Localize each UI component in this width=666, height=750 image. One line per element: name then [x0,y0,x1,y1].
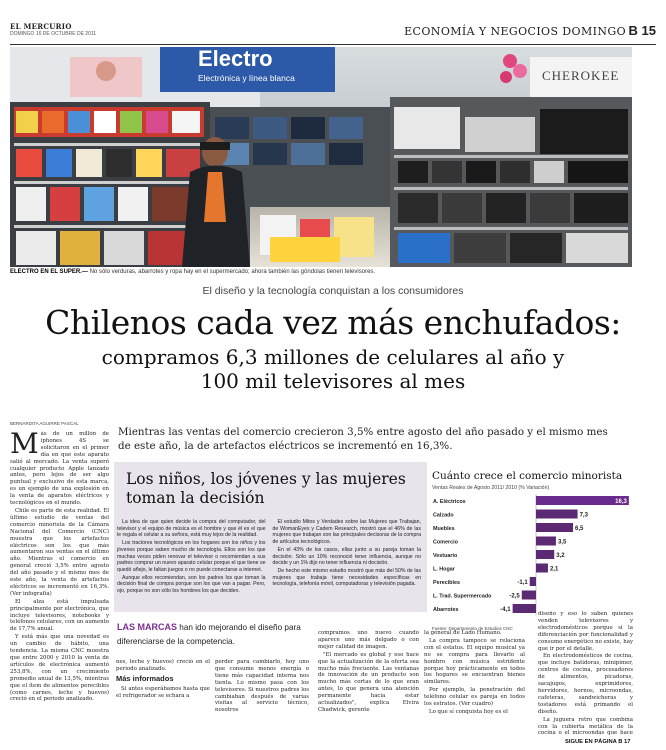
article-paragraph: Y está más que una novedad es un cambio de hábito, una tendencia. La misma CNC muestra que entre 2000 y 2010 la venta de artículos de electrónica aumentó 253,8%, con un crecimiento promedio anual de 13,5%, mientras que el ítem de alimentos perecibles (como carnes, leche y huevos) creció en el periodo analizado. [10,634,109,703]
chart-subtitle: Ventas Reales de Agosto 2011/ 2010 (% Variación) [432,485,550,491]
chart-category-label: Vestuario [433,553,458,559]
page-header [10,22,656,45]
article-paragraph: nes, leche y huevos) creció en el periodo analizado. [116,659,210,672]
article-headline: Chilenos cada vez más enchufados: [45,303,621,342]
chart-category-label: Muebles [433,526,455,532]
article-column-5 [424,630,525,735]
sidebar-box-body [117,519,421,611]
chart-title: Cuánto crece el comercio minorista [432,470,623,482]
page-number: B 15 [628,23,656,38]
chart-bar [522,591,536,600]
cherokee-sign: CHEROKEE [542,68,620,83]
article-paragraph: La compra tampoco se relaciona con el estatus. El equipo musical ya no se compra para llevarlo al hombro con música estridente porque hoy prácticamente en todos los hogares se encuentran bienes similares. [424,637,525,686]
box-paragraph: Aunque ellos recomiendan, son los padres los que toman la decisión final de compra porque son los que van a pagar. Pero, ojo, porque no son sólo los hombres los que deciden. [117,574,266,595]
article-paragraph: La juguera retro que combina con la cubierta metálica de la cocina o el microondas que hace [538,716,633,736]
article-column-3 [215,659,309,735]
article-deck: compramos 6,3 millones de celulares al año y 100 mil televisores al mes [101,345,565,393]
publication-name: EL MERCURIO [10,22,72,31]
section-name: ECONOMÍA Y NEGOCIOS DOMINGO [404,25,626,38]
article-column-4 [318,630,419,735]
chart-bar [536,537,556,546]
chart-source: Fuente: Departamento de Estudios CNC [432,626,513,631]
article-paragraph: Más de un millón de iphones 4S se solicitaron en el primer día en que este aparato salió al mercado. La venta superó cualquier producto Apple lanzado antes, pero lejos de ser algo puntual y exclusivo de esta marca, es un ejemplo de una explosión en la venta de aparatos eléctricos y tecnológicos en el mundo. [10,431,109,507]
box-paragraph: El estudio Mitos y Verdades sobre las Mujeres que Trabajan, de WomanEyes y Cadem Research, mostró que el 46% de las mujeres que trabajan son las principales decisoras de la compra de artículos tecnológicos. [272,519,421,546]
retail-growth-chart [432,470,633,631]
chart-value-label: 6,5 [575,526,584,532]
article-paragraph: la general de Lado Humano. [424,630,502,636]
caption-lead: ELECTRO EN EL SUPER.— [10,269,88,275]
photo-caption [10,269,632,275]
box-paragraph: En el 43% de los casos, ellas junto a su pareja toman la decisión. Sólo un 10% reconoció tener influencia, aunque no decide y un 1% dijo no tener influencia ni decisión. [272,546,421,567]
article-kicker: El diseño y la tecnología conquistan a los consumidores [202,285,464,297]
chart-category-label: Perecibles [433,580,460,586]
chart-bar [536,550,554,559]
chart-category-label: Abarrotes [433,607,459,613]
publication-date: DOMINGO 16 DE OCTUBRE DE 2011 [10,31,97,37]
chart-value-label: -4,1 [500,607,511,613]
article-right-column [538,611,633,736]
box-paragraph: Los tractores tecnológicos en los hogares son los niños y los jóvenes porque saben mucho de tecnología. Ellos son los que muchas veces piden renovar el televisor o recomiendan a sus padres comprar un nuevo aparato celular porque el que tiene se quedó añejo, le faltan juegos o no puede conectarse a internet. [117,540,266,573]
electro-sign-text: Electro [198,47,273,71]
subheading-mas-informados: Más informados [116,673,174,683]
chart-bar [536,523,573,532]
chart-value-label: 3,5 [557,539,567,546]
article-paragraph: Lo que sí conquista hoy es el [429,708,508,715]
drop-cap: M [10,431,39,460]
article-paragraph: "El mercado es global y eso hace que la actualización de la oferta sea mucho más frecuente. Las ventanas de innovación de un producto son mucho más cortas de lo que eran antes, lo que genera una atención permanente hacia estar actualizados", explica Elvira Chadwick, gerente [318,651,419,713]
article-paragraph: En electrodomésticos de cocina, que incluye batidoras, minipimer, centros de cocina, procesadores de alimentos, picadoras, sacajugos, exprimidores, hervidores, hornos, microondas, cafeteras, sandwicheras y tostadores está primando el diseño. [538,653,633,715]
article-column-2 [116,659,210,735]
article-paragraph: perder para cambiarlo, hoy uno que consume menos energía o tiene más capacidad interna nos tienta. Lo mismo pasa con los televisores. Si nuestros padres los cambiaban después de varias visitas al servicio técnico, nosotros [215,659,309,714]
center-display-boxes [260,215,374,262]
article-paragraph: Chile es parte de esta realidad. El último estudio de ventas del comercio minorista de la Cámara Nacional del Comercio (CNC) muestra que los artefactos eléctricos son los que más aumentaron sus ventas en el último año. Mientras el comercio en general creció 3,5% entre agosto del año pasado y el mismo mes de este año, la venta de artefactos eléctricos se incrementó en 16,3%. (Ver infografía) [10,507,109,597]
caption-text: No sólo verduras, abarrotes y ropa hay en el supermercado; ahora también las góndolas tienen televisores. [87,269,376,275]
box-paragraph: De hecho este mismo estudio mostró que más del 50% de las mujeres que trabaja tiene necesidades específicas en tecnología, telefonía móvil, computadoras y televisión pagada. [272,567,421,588]
chart-value-label: 16,3 [615,499,627,505]
article-byline: BERNARDITA AGUIRRE PASCAL [10,421,79,426]
chart-bar [536,564,548,573]
chart-value-label: -1,1 [517,580,528,586]
chart-category-label: Comercio [433,539,458,546]
electro-sign-subtext: Electrónica y línea blanca [198,73,295,83]
chart-bar [530,577,536,586]
chart-bar [513,604,536,613]
chart-category-label: L. Hogar [433,566,455,573]
chart-value-label: 7,3 [579,512,588,519]
article-summary: Mientras las ventas del comercio crecieron 3,5% entre agosto del año pasado y el mismo mes de este año, la de artefactos eléctricos se incrementó en 16,3%. [118,426,608,452]
chart-bar [536,510,578,519]
chart-category-label: Calzado [433,512,454,519]
sidebar-box-title: Los niños, los jóvenes y las mujeres toman la decisión [126,470,406,507]
article-paragraph: Si antes esperábamos hasta que el refrigerador se echara a [116,685,210,699]
article-paragraph: diseño y eso lo saben quienes venden televisores y electrodomésticos porque si la diferenciación por funcionalidad y consumo energético no existe, hay que ir por el detalle. [538,611,633,652]
store-photo [10,47,632,267]
continued-on-page: SIGUE EN PÁGINA B 17 [565,739,631,745]
store-photo-illustration [10,47,632,267]
pull-quote-lead: LAS MARCAS [117,622,177,632]
chart-value-label: 2,1 [549,566,559,573]
box-paragraph: La idea de que quien decide la compra del computador, del televisor y el equipo de música es el hombre y que él es el que le regala el celular a su señora, está muy lejos de la realidad. [117,519,266,539]
pull-quote-text: han ido mejorando el diseño para diferenciarse de la competencia. [117,623,301,646]
chart-value-label: 3,2 [556,553,565,559]
article-paragraph: Por ejemplo, la penetración del teléfono celular es pareja en todos los estratos. (Ver cuadro) [424,687,525,708]
article-left-column [10,431,109,731]
chart-plot [432,494,633,622]
article-paragraph: El alza está impulsada principalmente por electrónica, que incluye televisores, notebooks y teléfonos celulares, con un aumento de 17,7% anual. [10,598,109,633]
pull-quote [117,620,317,649]
chart-value-label: -2,5 [509,593,520,600]
chart-category-label: A. Eléctricos [433,499,466,505]
article-paragraph: compramos uno nuevo cuando aparece uno más delgado o con mejor calidad de imagen. [318,630,419,650]
chart-category-label: L. Trad. Supermercado [433,593,492,600]
